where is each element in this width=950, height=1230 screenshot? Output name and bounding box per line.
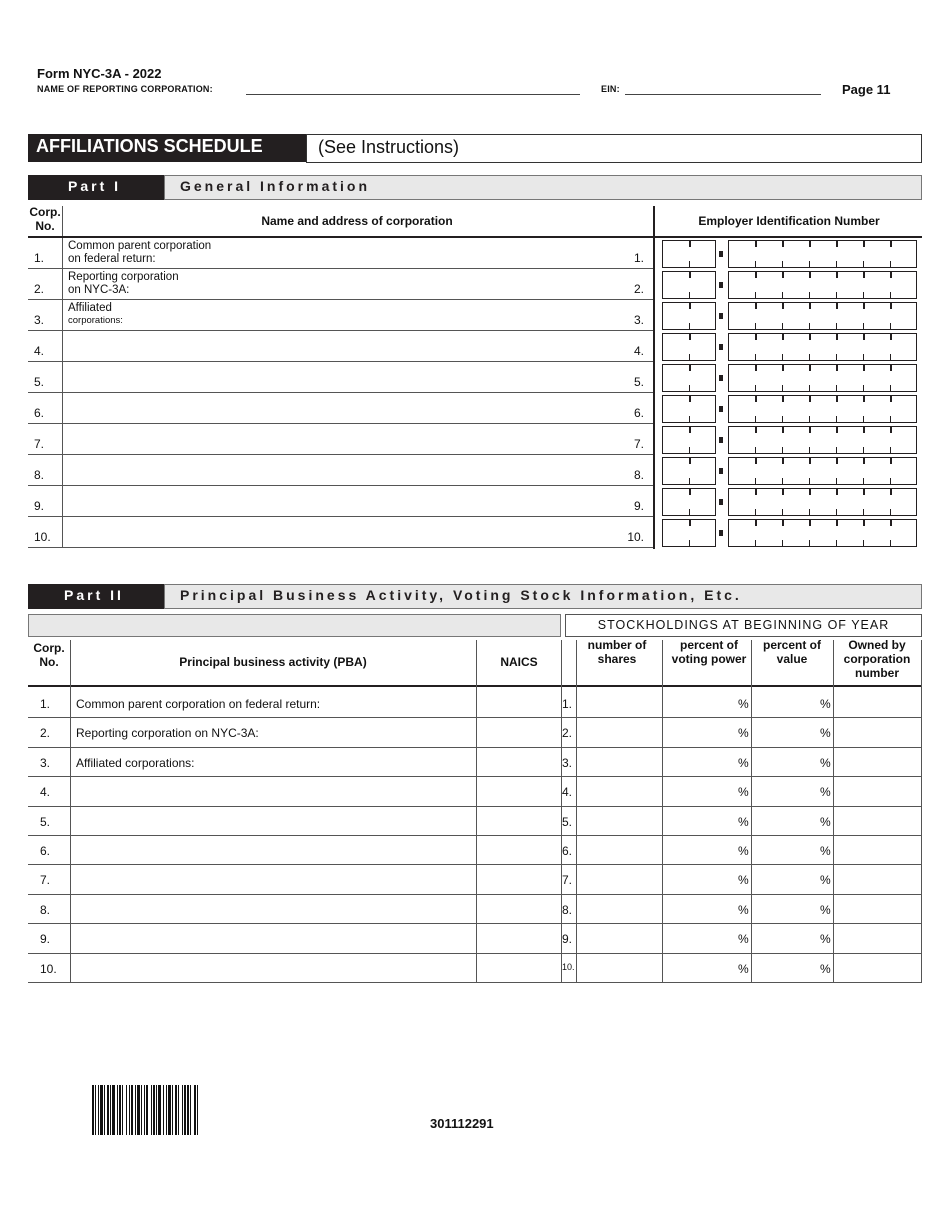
percent-value-sign: % <box>820 962 831 976</box>
number-of-shares-field[interactable] <box>577 836 662 865</box>
pba-field[interactable] <box>71 895 475 924</box>
part1-row-label: on federal return: <box>68 253 156 265</box>
part2-row-number: 3. <box>40 756 51 770</box>
part1-row-label-small: Reporting corporation <box>68 271 179 283</box>
part2-line-number: 9. <box>562 932 573 946</box>
owned-by-field[interactable] <box>834 718 921 748</box>
ein-prefix-field[interactable] <box>662 271 716 299</box>
percent-voting-sign: % <box>738 932 749 946</box>
part2-row-label: Reporting corporation on NYC-3A: <box>76 726 259 740</box>
ein-prefix-field[interactable] <box>662 395 716 423</box>
percent-value-sign: % <box>820 815 831 829</box>
part2-row-number: 1. <box>40 697 51 711</box>
ein-prefix-field[interactable] <box>662 457 716 485</box>
part1-row-line-number: 9. <box>633 499 644 513</box>
ein-suffix-field[interactable] <box>728 240 917 268</box>
part1-row-number: 9. <box>34 499 45 513</box>
part2-row-rule <box>28 982 922 983</box>
percent-value-sign: % <box>820 844 831 858</box>
part1-row-line-number: 2. <box>633 282 644 296</box>
part1-name-address-field[interactable] <box>70 238 630 269</box>
part1-row-number: 1. <box>34 251 45 265</box>
naics-field[interactable] <box>477 777 561 807</box>
number-of-shares-field[interactable] <box>577 924 662 954</box>
part2-vline-right <box>921 640 922 983</box>
ein-prefix-field[interactable] <box>662 426 716 454</box>
part1-row-number: 7. <box>34 437 45 451</box>
part2-line-number: 2. <box>562 726 573 740</box>
ein-suffix-field[interactable] <box>728 395 917 423</box>
ein-dash <box>719 313 723 319</box>
pba-field[interactable] <box>71 836 475 865</box>
part2-col-owned-by: Owned by corporation number <box>843 638 911 680</box>
ein-prefix-field[interactable] <box>662 519 716 547</box>
part2-line-number: 7. <box>562 873 573 887</box>
percent-value-sign: % <box>820 726 831 740</box>
part2-col-pba: Principal business activity (PBA) <box>179 655 367 669</box>
part2-line-number: 1. <box>562 697 573 711</box>
name-of-corporation-field[interactable] <box>246 94 580 95</box>
naics-field[interactable] <box>477 836 561 865</box>
part2-label: Part II <box>28 584 164 609</box>
ein-dash <box>719 437 723 443</box>
percent-value-sign: % <box>820 785 831 799</box>
owned-by-field[interactable] <box>834 895 921 924</box>
part2-row-label: Common parent corporation on federal return: <box>76 697 321 711</box>
percent-voting-sign: % <box>738 962 749 976</box>
part1-row-number: 4. <box>34 344 45 358</box>
ein-label: EIN: <box>601 84 620 94</box>
owned-by-field[interactable] <box>834 807 921 836</box>
ein-suffix-field[interactable] <box>728 457 917 485</box>
part1-divider-ein <box>653 206 655 549</box>
part1-col-ein: Employer Identification Number <box>698 214 880 228</box>
part1-row-number: 10. <box>34 530 51 544</box>
form-title: Form NYC-3A - 2022 <box>37 66 162 81</box>
ein-dash <box>719 499 723 505</box>
percent-voting-sign: % <box>738 785 749 799</box>
percent-voting-sign: % <box>738 815 749 829</box>
owned-by-field[interactable] <box>834 748 921 777</box>
page-number: Page 11 <box>842 82 891 97</box>
number-of-shares-field[interactable] <box>577 954 662 983</box>
part2-row-number: 2. <box>40 726 51 740</box>
part1-row-line-number: 3. <box>633 313 644 327</box>
part1-row-line-number: 4. <box>633 344 644 358</box>
number-of-shares-field[interactable] <box>577 807 662 836</box>
owned-by-field[interactable] <box>834 865 921 895</box>
part1-name-address-field[interactable] <box>70 455 630 486</box>
affiliations-schedule-title: AFFILIATIONS SCHEDULE <box>28 134 306 162</box>
percent-voting-sign: % <box>738 903 749 917</box>
part2-line-number: 3. <box>562 756 573 770</box>
ein-field[interactable] <box>625 94 821 95</box>
ein-prefix-field[interactable] <box>662 302 716 330</box>
ein-suffix-field[interactable] <box>728 333 917 361</box>
naics-field[interactable] <box>477 689 561 718</box>
pba-field[interactable] <box>71 777 475 807</box>
ein-dash <box>719 406 723 412</box>
number-of-shares-field[interactable] <box>577 777 662 807</box>
pba-field[interactable] <box>71 954 475 983</box>
stockholdings-heading: STOCKHOLDINGS AT BEGINNING OF YEAR <box>565 614 922 637</box>
part2-col-percent-value: percent of value <box>762 638 821 666</box>
part2-line-number: 5. <box>562 815 573 829</box>
pba-field[interactable] <box>71 807 475 836</box>
name-of-corporation-label: NAME OF REPORTING CORPORATION: <box>37 84 213 94</box>
ein-dash <box>719 282 723 288</box>
ein-dash <box>719 375 723 381</box>
ein-prefix-field[interactable] <box>662 488 716 516</box>
part1-name-address-field[interactable] <box>70 331 630 362</box>
ein-suffix-field[interactable] <box>728 488 917 516</box>
percent-value-sign: % <box>820 756 831 770</box>
naics-field[interactable] <box>477 954 561 983</box>
percent-voting-sign: % <box>738 756 749 770</box>
part1-row-number: 2. <box>34 282 45 296</box>
part2-row-number: 10. <box>40 962 57 976</box>
part1-name-address-field[interactable] <box>70 424 630 455</box>
part2-title: Principal Business Activity, Voting Stock Information, Etc. <box>164 584 922 609</box>
part1-name-address-field[interactable] <box>70 393 630 424</box>
part2-line-number: 8. <box>562 903 573 917</box>
part2-col-number-of-shares: number of shares <box>587 638 647 666</box>
naics-field[interactable] <box>477 807 561 836</box>
part1-name-address-field[interactable] <box>70 362 630 393</box>
ein-suffix-field[interactable] <box>728 302 917 330</box>
number-of-shares-field[interactable] <box>577 865 662 895</box>
ein-suffix-field[interactable] <box>728 271 917 299</box>
owned-by-field[interactable] <box>834 689 921 718</box>
percent-value-sign: % <box>820 903 831 917</box>
part1-row-rule <box>28 547 653 548</box>
percent-voting-sign: % <box>738 726 749 740</box>
pba-field[interactable] <box>71 865 475 895</box>
percent-voting-sign: % <box>738 697 749 711</box>
part1-col-name-address: Name and address of corporation <box>261 214 453 228</box>
naics-field[interactable] <box>477 924 561 954</box>
part1-row-line-number: 6. <box>633 406 644 420</box>
percent-voting-sign: % <box>738 873 749 887</box>
percent-voting-sign: % <box>738 844 749 858</box>
ein-suffix-field[interactable] <box>728 426 917 454</box>
percent-value-sign: % <box>820 697 831 711</box>
part1-name-address-field[interactable] <box>70 486 630 517</box>
ein-prefix-field[interactable] <box>662 240 716 268</box>
barcode-number: 301112291 <box>430 1116 494 1131</box>
part2-line-number: 4. <box>562 785 573 799</box>
ein-dash <box>719 251 723 257</box>
naics-field[interactable] <box>477 895 561 924</box>
part1-row-number: 6. <box>34 406 45 420</box>
owned-by-field[interactable] <box>834 836 921 865</box>
number-of-shares-field[interactable] <box>577 895 662 924</box>
part2-row-number: 8. <box>40 903 51 917</box>
owned-by-field[interactable] <box>834 924 921 954</box>
part2-line-number: 10. <box>562 962 575 972</box>
part1-label: Part I <box>28 175 164 200</box>
part1-row-line-number: 1. <box>633 251 644 265</box>
part2-col-corp-no: Corp. No. <box>33 641 65 669</box>
part2-line-number: 6. <box>562 844 573 858</box>
part1-row-number: 3. <box>34 313 45 327</box>
part1-row-line-number: 7. <box>633 437 644 451</box>
part1-row-label-small: Common parent corporation <box>68 240 212 252</box>
pba-field[interactable] <box>71 924 475 954</box>
part1-row-number: 8. <box>34 468 45 482</box>
number-of-shares-field[interactable] <box>577 689 662 718</box>
part1-row-label: on NYC-3A: <box>68 284 130 296</box>
part2-col-percent-voting: percent of voting power <box>671 638 747 666</box>
naics-field[interactable] <box>477 748 561 777</box>
naics-field[interactable] <box>477 865 561 895</box>
percent-value-sign: % <box>820 873 831 887</box>
part1-col-corp-no: Corp. No. <box>29 205 61 233</box>
ein-dash <box>719 530 723 536</box>
part1-row-number: 5. <box>34 375 45 389</box>
part1-divider-corp <box>62 206 63 548</box>
part1-name-address-field[interactable] <box>70 300 630 331</box>
ein-prefix-field[interactable] <box>662 364 716 392</box>
part1-title: General Information <box>164 175 922 200</box>
number-of-shares-field[interactable] <box>577 748 662 777</box>
part2-row-number: 9. <box>40 932 51 946</box>
barcode <box>92 1085 322 1135</box>
ein-dash <box>719 468 723 474</box>
owned-by-field[interactable] <box>834 777 921 807</box>
owned-by-field[interactable] <box>834 954 921 983</box>
part2-row-number: 7. <box>40 873 51 887</box>
ein-prefix-field[interactable] <box>662 333 716 361</box>
part2-row-number: 4. <box>40 785 51 799</box>
part1-name-address-field[interactable] <box>70 269 630 300</box>
see-instructions-note: (See Instructions) <box>306 134 922 163</box>
part1-row-label: corporations: <box>68 315 123 326</box>
part1-row-line-number: 8. <box>633 468 644 482</box>
naics-field[interactable] <box>477 718 561 748</box>
part1-row-line-number: 5. <box>633 375 644 389</box>
ein-suffix-field[interactable] <box>728 364 917 392</box>
part2-header-rule <box>28 685 922 687</box>
part2-row-number: 5. <box>40 815 51 829</box>
ein-dash <box>719 344 723 350</box>
part1-row-line-number: 10. <box>627 530 644 544</box>
part2-row-number: 6. <box>40 844 51 858</box>
part2-row-label: Affiliated corporations: <box>76 756 195 770</box>
ein-suffix-field[interactable] <box>728 519 917 547</box>
part1-name-address-field[interactable] <box>70 517 630 548</box>
part2-grey-band <box>28 614 561 637</box>
part1-row-label-small: Affiliated <box>68 302 112 314</box>
number-of-shares-field[interactable] <box>577 718 662 748</box>
part2-col-naics: NAICS <box>500 655 538 669</box>
percent-value-sign: % <box>820 932 831 946</box>
